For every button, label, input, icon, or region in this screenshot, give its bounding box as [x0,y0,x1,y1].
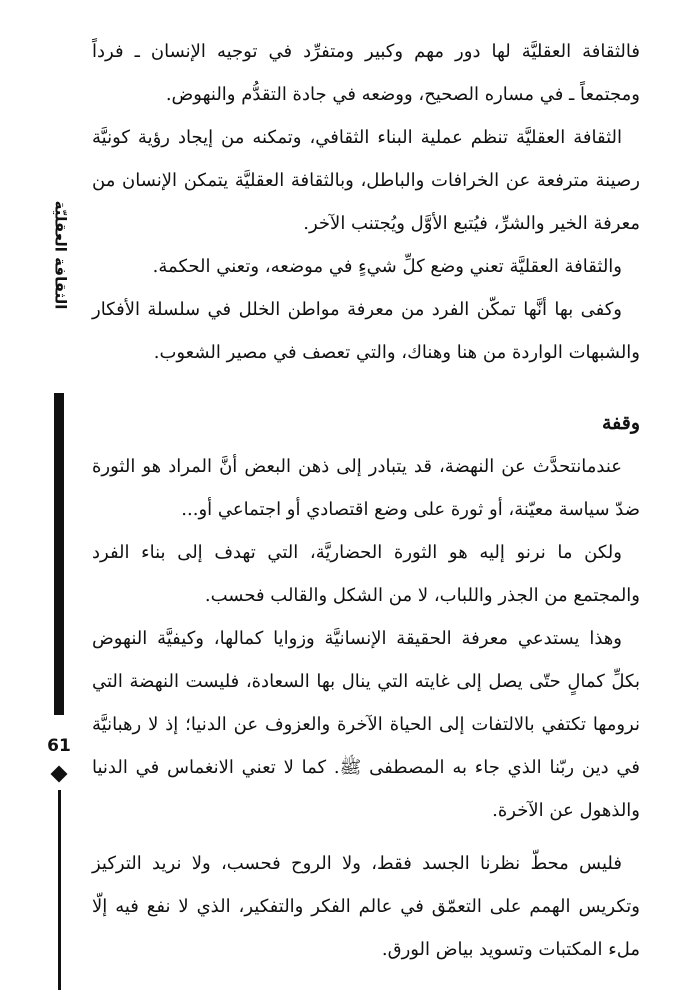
running-title-text: الثقافة العقليّة [51,200,70,310]
section-heading: وقفة [601,412,640,434]
paragraph: والثقافة العقليَّة تعني وضع كلِّ شيءٍ في موضعه، وتعني الحكمة. [152,256,622,277]
paragraph: وكفى بها أنَّها تمكّن الفرد من معرفة مواطن الخلل في سلسلة الأفكار والشبهات الواردة من هنا وهناك، والتي تعصف في مصير الشعوب. [92,299,640,363]
side-rule-thick [54,393,64,715]
paragraph: فالثقافة العقليَّة لها دور مهم وكبير ومتفرِّد في توجيه الإنسان ـ فرداً ومجتمعاً ـ في مساره الصحيح، ووضعه في جادة التقدُّم والنهوض. [92,41,640,105]
paragraph: عندمانتحدَّث عن النهضة، قد يتبادر إلى ذهن البعض أنَّ المراد هو الثورة ضدّ سياسة معيّنة، أو ثورة على وضع اقتصادي أو اجتماعي أو... [92,456,640,520]
side-rule-thin [58,790,61,990]
paragraph: الثقافة العقليَّة تنظم عملية البناء الثقافي، وتمكنه من إيجاد رؤية كونيَّة رصينة مترفعة عن الخرافات والباطل، وبالثقافة العقليَّة يتمكن الإنسان من معرفة الخير والشرِّ، فيُتبع الأوَّل ويُجتنب الآخر. [92,127,640,234]
diamond-ornament-icon [51,766,68,783]
page-number: 61 [47,736,71,756]
paragraph: فليس محطّ نظرنا الجسد فقط، ولا الروح فحسب، ولا نريد التركيز وتكريس الهمم على التعمّق في عالم الفكر والتفكير، الذي لا نفع فيه إلّا ملء المكتبات وتسويد بياض الورق. [92,853,640,960]
paragraph: ولكن ما نرنو إليه هو الثورة الحضاريَّة، التي تهدف إلى بناء الفرد والمجتمع من الجذر واللباب، لا من الشكل والقالب فحسب. [92,542,640,606]
paragraph: وهذا يستدعي معرفة الحقيقة الإنسانيَّة وزوايا كمالها، وكيفيَّة النهوض بكلِّ كمالٍ حتّى يصل إلى غايته التي ينال بها السعادة، فليست النهضة التي نرومها تكتفي بالالتفات إلى الحياة الآخرة والعزوف عن الدنيا؛ إذ لا رهبانيَّة في دين ربّنا الذي جاء به المصطفى ﷺ. كما لا تعني الانغماس في الدنيا والذهول عن الآخرة. [92,628,640,821]
running-title [38,190,82,320]
body-text [92,30,640,971]
